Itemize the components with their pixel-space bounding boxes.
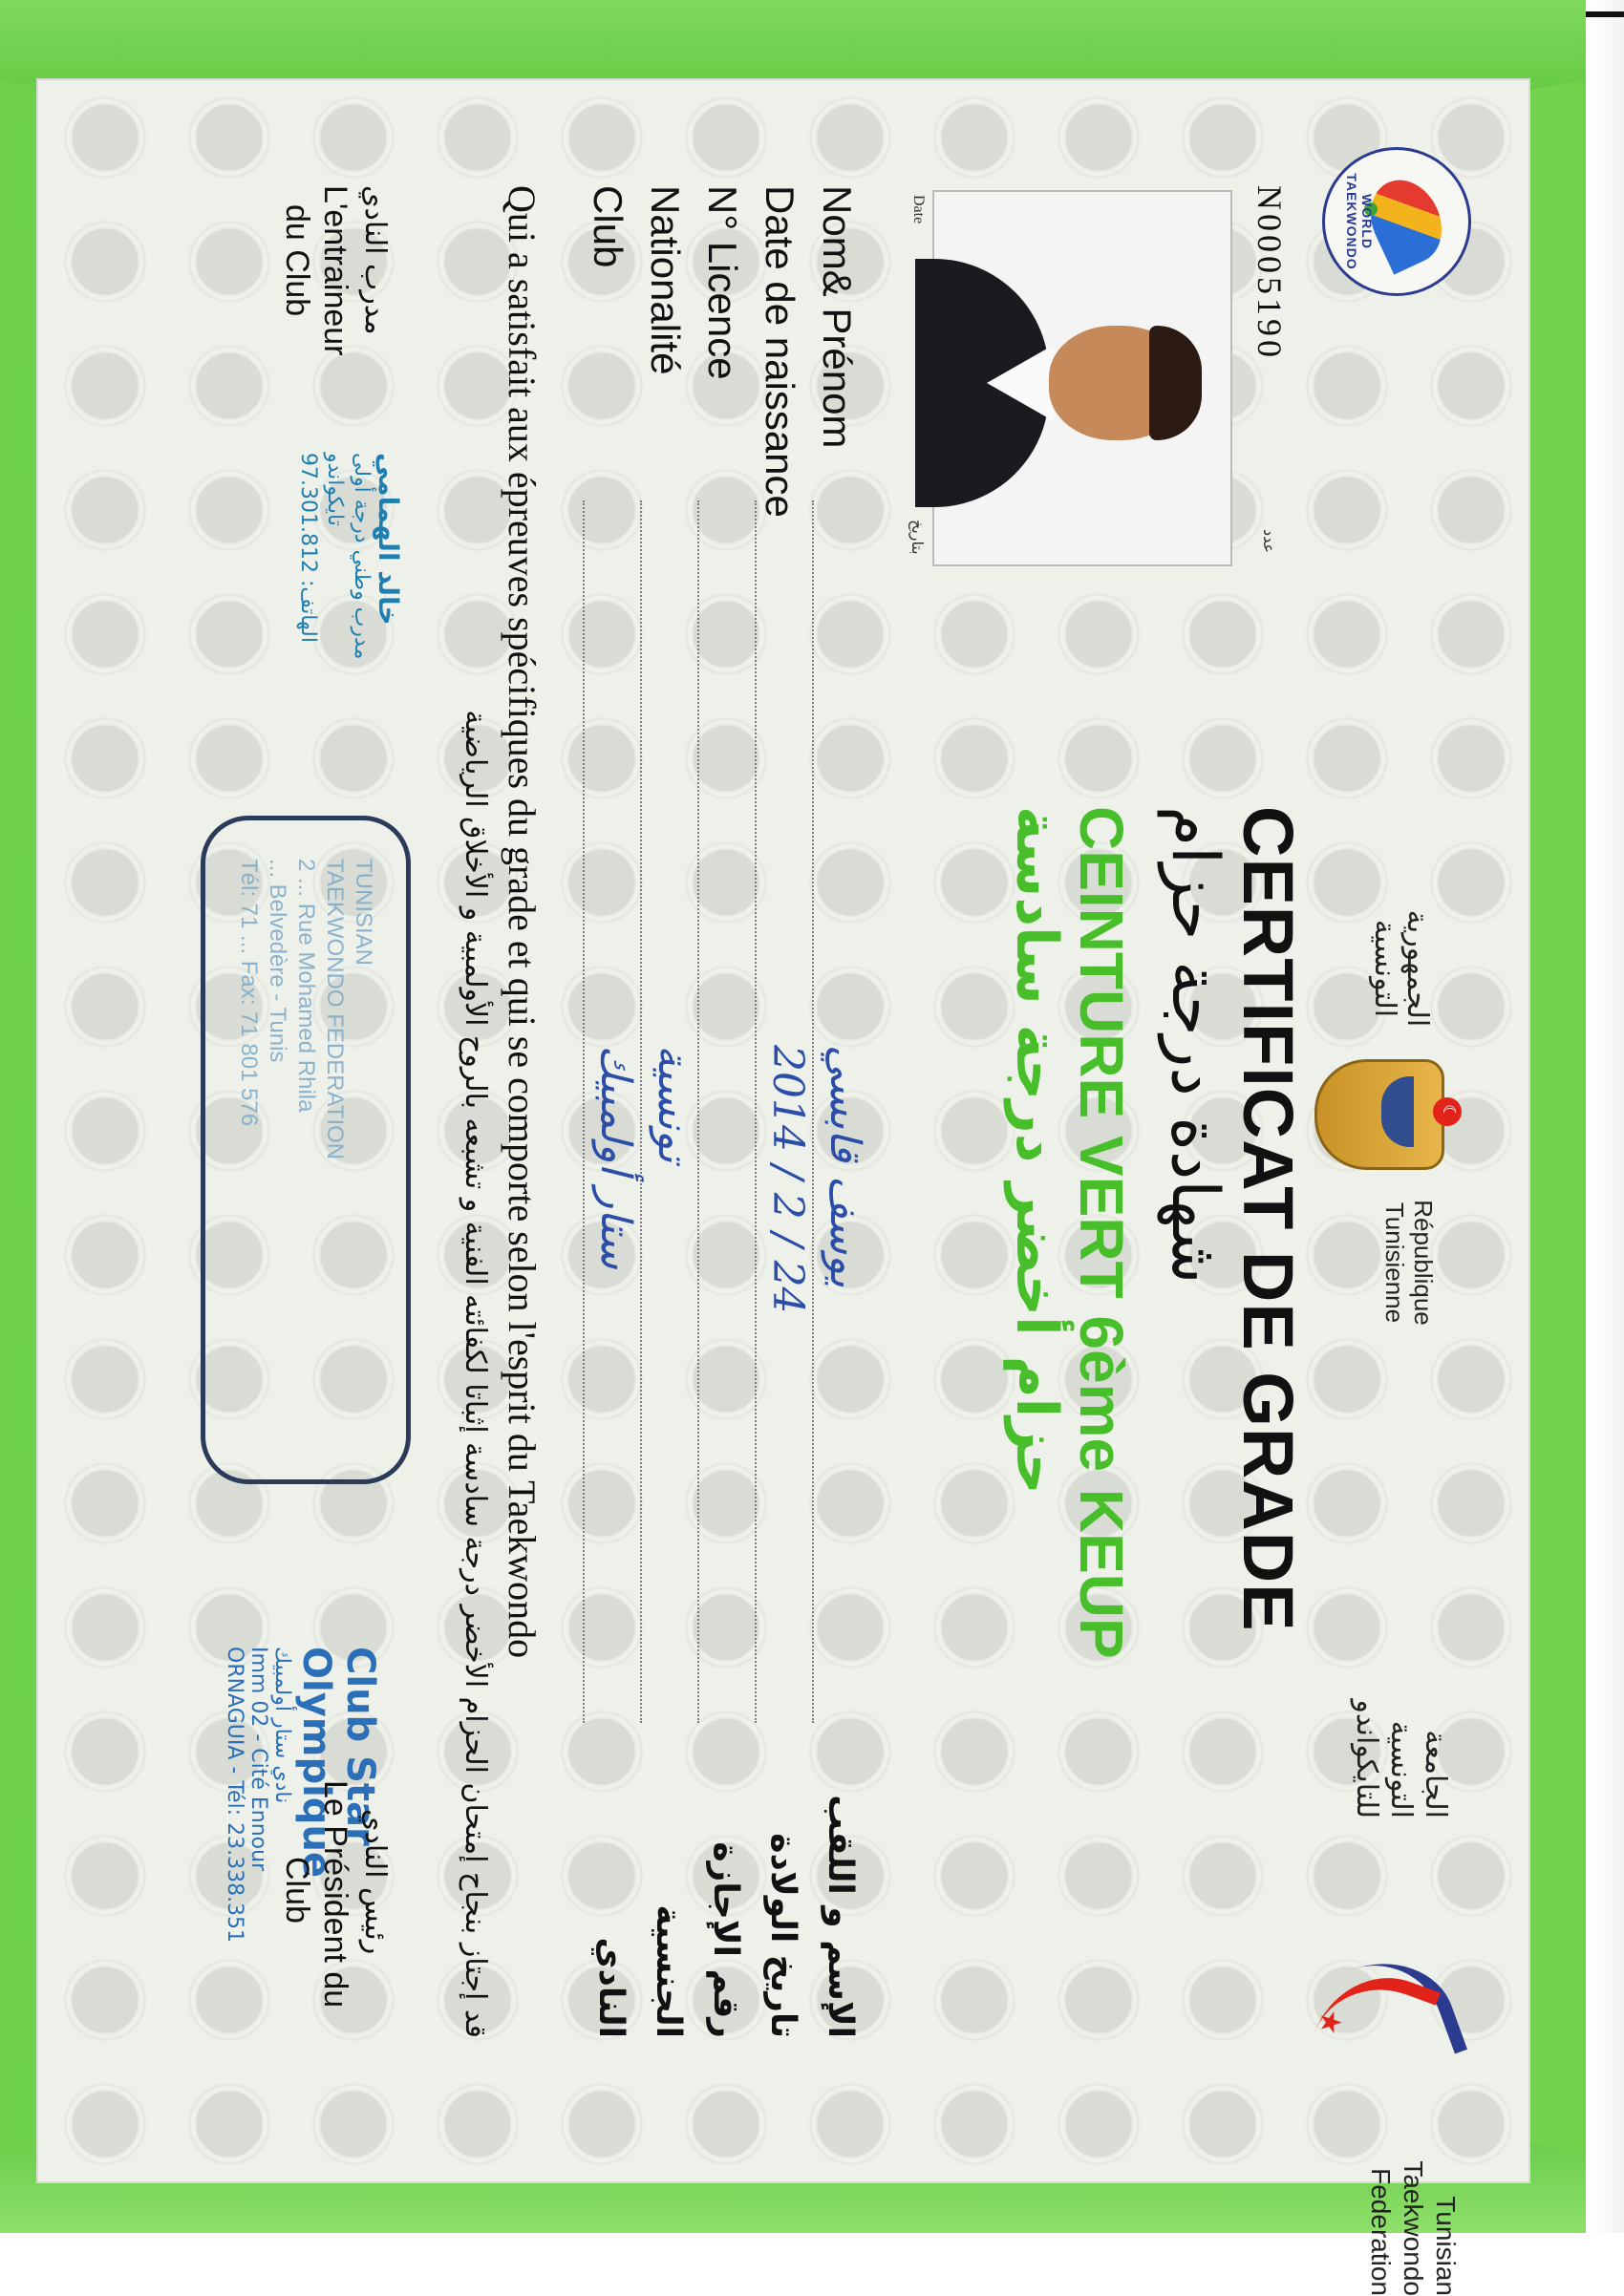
- republic-ar-line1: الجمهورية: [1400, 909, 1434, 1028]
- republic-name-fr: [1380, 1196, 1438, 1329]
- shield-icon: [1314, 1059, 1444, 1170]
- field-value-handwritten: يوسف قابسي: [821, 1045, 869, 1287]
- tunisia-coat-of-arms: [1309, 1040, 1462, 1183]
- star-icon: ★: [1314, 2009, 1347, 2035]
- scan-corner-mark: [1586, 11, 1624, 17]
- federation-name-en: [1364, 2105, 1462, 2296]
- field-dotted-line: [640, 500, 642, 1723]
- number-prefix: N: [1250, 185, 1289, 214]
- number-value: 0005190: [1250, 214, 1289, 361]
- certificate-number: [1250, 185, 1290, 361]
- certificate: [38, 80, 1528, 2296]
- fed-stamp-line5: Tél: 71 ... Fax: 71 801 576: [236, 859, 262, 1127]
- holder-photo: [932, 190, 1232, 566]
- belt-grade-fr: CEINTURE VERT 6ème KEUP: [1067, 806, 1136, 1659]
- certificate-title-fr: CERTIFICAT DE GRADE: [1229, 806, 1308, 1632]
- certificate-title-ar: شهادة درجة حزام: [1157, 806, 1232, 1285]
- field-label-ar: الجنسية: [649, 1904, 688, 2038]
- field-club: [573, 185, 640, 2038]
- field-label-ar: الإسم و اللقب: [821, 1795, 860, 2038]
- fed-stamp-line4: ... Belvedère - Tunis: [265, 859, 290, 1063]
- field-label-ar: النادي: [591, 1937, 630, 2038]
- club-stamp-name: Club Star Olympique: [294, 1647, 382, 1879]
- field-value-handwritten: ستار أولمبيك: [591, 1045, 640, 1269]
- coach-stamp-name: خالد الهمامي: [373, 453, 404, 626]
- president-label-ar: رئيس النادي: [358, 1809, 392, 1955]
- federation-en-line2: Taekwondo: [1399, 2160, 1428, 2296]
- field-dotted-line: [755, 500, 757, 1723]
- coach-stamp-title: مدرب وطني درجة أولى: [350, 453, 374, 660]
- field-label-fr: N° Licence: [700, 185, 745, 380]
- field-value-handwritten: 2014 / 2 / 24: [763, 1045, 812, 1314]
- president-label-fr-line1: Le Président du: [317, 1780, 353, 2009]
- federation-ar-line2: التونسية: [1384, 1720, 1418, 1818]
- republic-ar-line2: التونسية: [1368, 919, 1401, 1018]
- club-stamp-phone: ORNAGUIA - Tél: 23.338.351: [223, 1647, 246, 1944]
- federation-ar-line1: الجامعة: [1419, 1730, 1452, 1818]
- president-label-fr-line2: Club: [279, 1857, 315, 1924]
- fed-stamp-line3: 2 ... Rue Mohamed Rhila: [293, 859, 319, 1113]
- field-label-fr: Nom& Prénom: [815, 185, 860, 449]
- federation-stamp-text: [234, 859, 377, 1159]
- federation-en-line1: Tunisian: [1431, 2196, 1461, 2296]
- field-value-handwritten: تونسية: [649, 1045, 697, 1163]
- tunisian-taekwondo-federation-logo: [1299, 1952, 1462, 2095]
- photo-date-label-fr: Date: [910, 195, 927, 224]
- coach-label-ar: مدرب النادي: [358, 185, 392, 335]
- fed-stamp-line1: TUNISIAN: [351, 859, 376, 967]
- world-taekwondo-logo: [1322, 147, 1471, 296]
- field-label-fr: Date de naissance: [758, 185, 802, 518]
- field-birthdate: [745, 185, 812, 2038]
- field-label-ar: رقم الإجازة: [706, 1841, 745, 2038]
- wt-logo-text: WORLD TAEKWONDO: [1344, 173, 1375, 270]
- federation-stamp: [201, 816, 411, 1484]
- number-label-ar: عدد: [1260, 529, 1278, 554]
- field-dotted-line: [583, 500, 585, 1723]
- coach-label-fr-line1: L'entraineur: [317, 185, 353, 356]
- field-label-fr: Club: [586, 185, 630, 268]
- republic-fr-line2: Tunisienne: [1380, 1201, 1409, 1324]
- federation-name-ar: [1349, 1627, 1452, 1818]
- coach-stamp-phone: الهاتف: 97.301.812: [296, 453, 320, 643]
- federation-ar-line3: للتايكواندو: [1350, 1699, 1383, 1818]
- photo-date-label-ar: بتاريخ: [908, 520, 927, 555]
- club-stamp-address: Imm 02 - Cité Ennour: [246, 1647, 270, 1872]
- certificate-frame: [38, 80, 1528, 2296]
- republic-fr-line1: République: [1409, 1200, 1438, 1326]
- field-label-fr: Nationalité: [643, 185, 688, 375]
- statement-ar: قد إجتاز بنجاح إمتحان الحزام الأخضر درجة سادسة إثباتا لكفائته الفنية و تشبعه بالروح الأولمبية و الأخلاق الرياضية: [459, 710, 492, 2038]
- scan-edge: [1590, 0, 1624, 2233]
- field-label-ar: تاريخ الولادة: [763, 1833, 802, 2038]
- coach-stamp-discipline: تايكواندو: [323, 453, 347, 526]
- coach-label-fr-line2: du Club: [279, 204, 315, 317]
- field-dotted-line: [697, 500, 699, 1723]
- club-stamp-name-ar: نادي ستار أولمبيك: [270, 1647, 294, 1804]
- federation-en-line3: Federation: [1366, 2168, 1396, 2296]
- belt-grade-ar: حزام أخضر درجة سادسة: [1003, 806, 1070, 1495]
- field-dotted-line: [812, 500, 814, 1723]
- republic-name-ar: [1368, 902, 1433, 1035]
- tunisia-flag-icon: [1433, 1097, 1462, 1126]
- fed-stamp-line2: TAEKWONDO FEDERATION: [322, 859, 348, 1160]
- statement-fr: Qui a satisfait aux épreuves spécifiques du grade et qui se comporte selon l'esprit du Taekwondo: [501, 185, 544, 1659]
- coach-stamp: [267, 453, 404, 816]
